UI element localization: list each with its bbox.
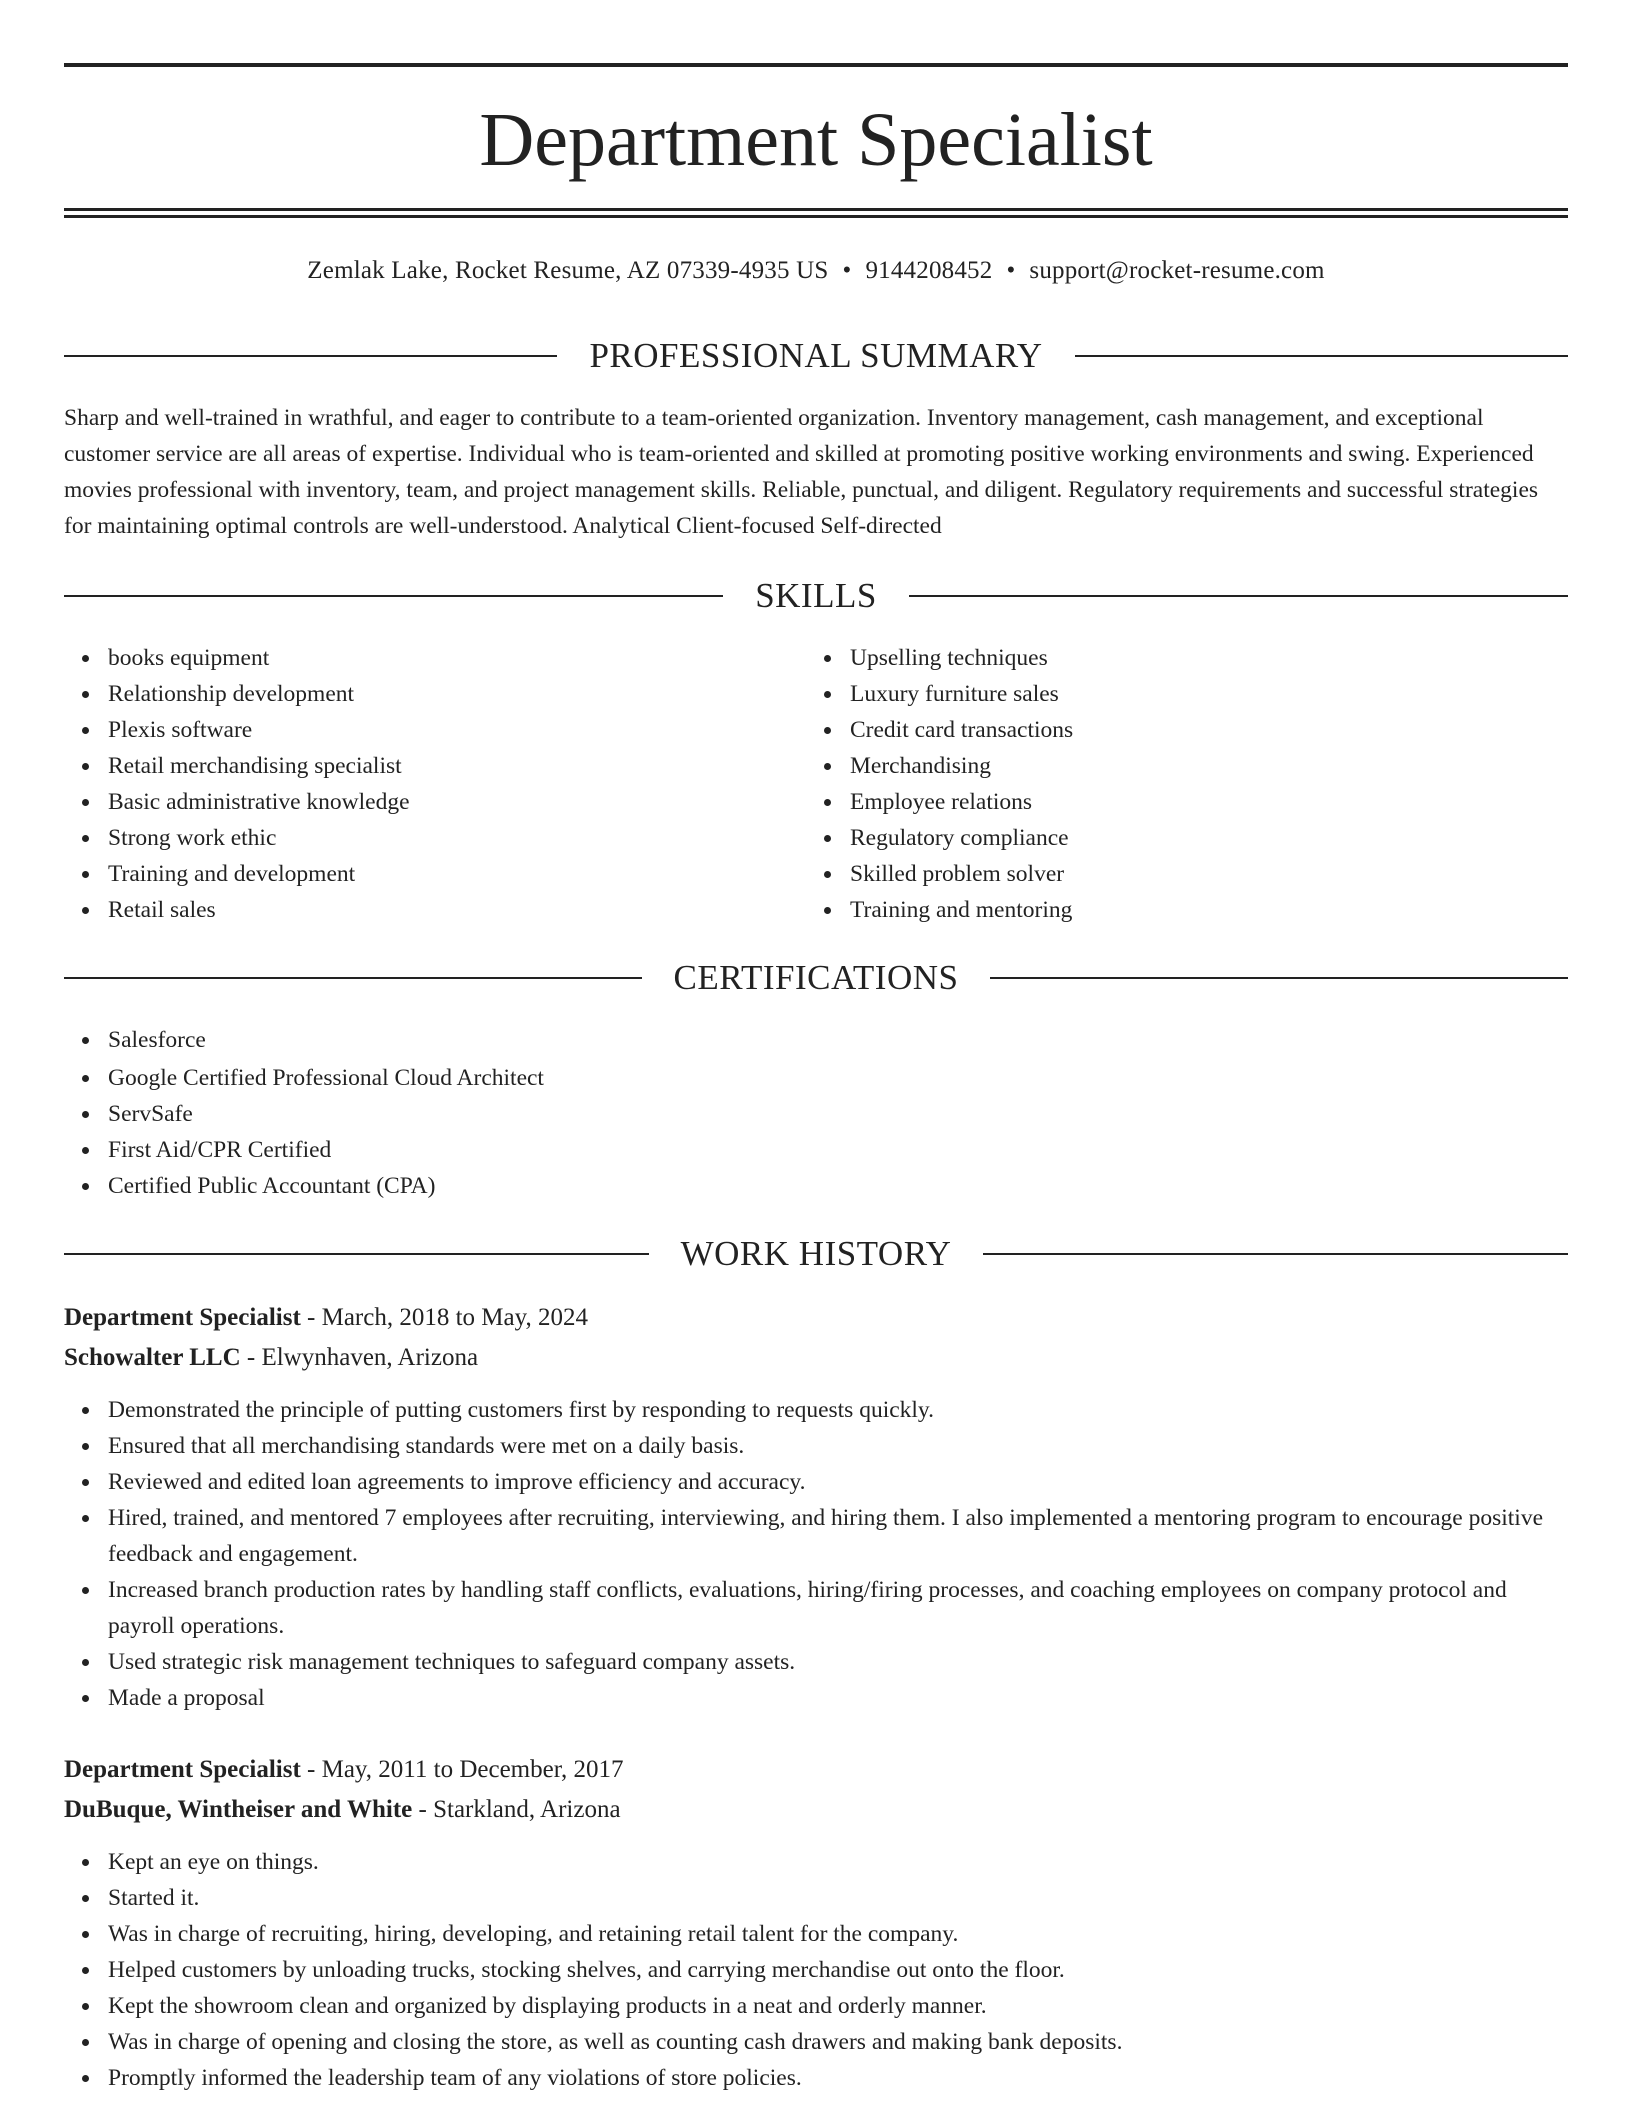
contact-address: Zemlak Lake, Rocket Resume, AZ 07339-4935 US [307,257,829,284]
job-title: Department Specialist [64,1304,301,1331]
job-bullet: Increased branch production rates by handling staff conflicts, evaluations, hiring/firing processes, and coaching employees on company protocol and payroll operations. [108,1572,1568,1644]
certifications-heading-row [64,956,1568,1000]
skill-item: Plexis software [108,712,808,748]
skill-item: books equipment [108,640,808,676]
job-bullet: Ensured that all merchandising standards were met on a daily basis. [108,1428,1568,1464]
skill-item: Training and mentoring [850,892,1550,928]
heading-rule [909,595,1568,597]
certification-item: Certified Public Accountant (CPA) [108,1168,1568,1204]
heading-rule [64,355,557,357]
contact-phone: 9144208452 [865,257,993,284]
heading-rule [983,1253,1568,1255]
header-double-rule [64,208,1568,218]
job-bullet: Was in charge of opening and closing the store, as well as counting cash drawers and making bank deposits. [108,2024,1568,2060]
skill-item: Retail sales [108,892,808,928]
job-bullet: Reviewed and edited loan agreements to improve efficiency and accuracy. [108,1464,1568,1500]
skill-item: Luxury furniture sales [850,676,1550,712]
contact-separator: • [1006,257,1016,284]
work-heading-row [64,1232,1568,1276]
job-bullet: Promptly informed the leadership team of any violations of store policies. [108,2060,1568,2096]
job-dates: - March, 2018 to May, 2024 [300,1304,589,1331]
job-bullet: Used strategic risk management techniques to safeguard company assets. [108,1644,1568,1680]
skills-list-right [806,640,1550,928]
certification-item: ServSafe [108,1096,1568,1132]
certification-item: Salesforce [108,1022,1568,1058]
skill-item: Training and development [108,856,808,892]
skills-list-left [64,640,808,928]
job-dates: - May, 2011 to December, 2017 [300,1756,624,1783]
contact-separator: • [842,257,852,284]
heading-rule [1075,355,1568,357]
job-title-line [64,1298,1568,1338]
job-bullet: Made a proposal [108,1680,1568,1716]
heading-rule [64,595,723,597]
job-company: DuBuque, Wintheiser and White [64,1796,413,1823]
job-bullet: Started it. [108,1880,1568,1916]
summary-heading: PROFESSIONAL SUMMARY [589,336,1043,375]
job-bullet: Was in charge of recruiting, hiring, developing, and retaining retail talent for the company. [108,1916,1568,1952]
skill-item: Upselling techniques [850,640,1550,676]
work-heading: WORK HISTORY [680,1234,952,1273]
job-bullet: Hired, trained, and mentored 7 employees after recruiting, interviewing, and hiring them. I also implemented a mentoring program to encourage positive feedback and engagement. [108,1500,1568,1572]
skill-item: Relationship development [108,676,808,712]
job-location: - Elwynhaven, Arizona [240,1344,479,1371]
summary-text: Sharp and well-trained in wrathful, and eager to contribute to a team-oriented organization. Inventory management, cash management, and exceptional customer service are all areas of expertise. Individual who is team-oriented and skilled at promoting positive working environments and swing. Experienced movies professional with inventory, team, and project management skills. Reliable, punctual, and diligent. Regulatory requirements and successful strategies for maintaining optimal controls are well-understood. Analytical Client-focused Self-directed [64,405,1539,539]
heading-rule [64,1253,649,1255]
job-location: - Starkland, Arizona [412,1796,621,1823]
job-company-line [64,1338,1568,1378]
certifications-heading: CERTIFICATIONS [673,958,959,997]
certifications-list [64,1022,1568,1204]
skill-item: Merchandising [850,748,1550,784]
certification-item: Google Certified Professional Cloud Architect [108,1060,1568,1096]
skill-item: Employee relations [850,784,1550,820]
resume-name: Department Specialist [479,98,1153,182]
summary-heading-row [64,334,1568,378]
job-bullet: Kept an eye on things. [108,1844,1568,1880]
skill-item: Basic administrative knowledge [108,784,808,820]
job-company: Schowalter LLC [64,1344,241,1371]
job-bullet: Kept the showroom clean and organized by displaying products in a neat and orderly manner. [108,1988,1568,2024]
contact-email[interactable]: support@rocket-resume.com [1029,257,1325,284]
skills-heading: SKILLS [755,576,877,615]
job-bullets [64,1392,1568,1716]
job-company-line [64,1790,1568,1830]
job-bullet: Demonstrated the principle of putting customers first by responding to requests quickly. [108,1392,1568,1428]
skill-item: Credit card transactions [850,712,1550,748]
job-title: Department Specialist [64,1756,301,1783]
heading-rule [64,977,642,979]
certification-item: First Aid/CPR Certified [108,1132,1568,1168]
skills-heading-row [64,574,1568,618]
job-bullet: Helped customers by unloading trucks, stocking shelves, and carrying merchandise out onto the floor. [108,1952,1568,1988]
skill-item: Retail merchandising specialist [108,748,808,784]
job-title-line [64,1750,1568,1790]
contact-line [64,254,1568,288]
job-bullets [64,1844,1568,2096]
heading-rule [990,977,1568,979]
skill-item: Regulatory compliance [850,820,1550,856]
skill-item: Skilled problem solver [850,856,1550,892]
header-top-rule [64,63,1568,67]
skill-item: Strong work ethic [108,820,808,856]
